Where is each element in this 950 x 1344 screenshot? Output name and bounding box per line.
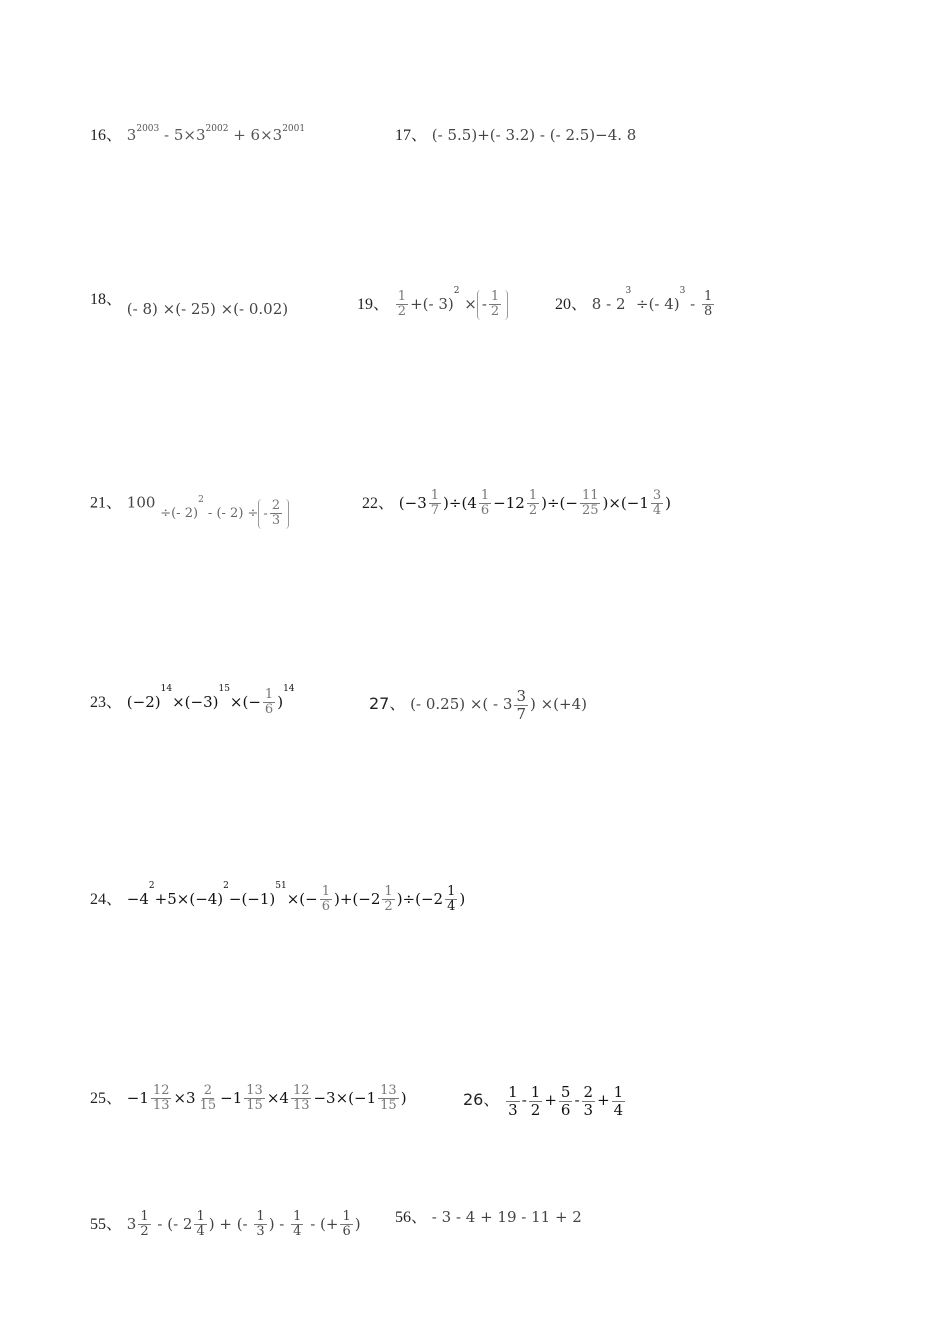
problem-21 — [90, 489, 289, 529]
fraction: $\frac{1}{4}$ — [293, 1209, 302, 1240]
math-expression: $(-2)^{14}\times(-3)^{15}\times(-$ $\frac{1}{6}$ )$^{14}$ — [126, 684, 295, 718]
fraction: $\frac{2}{3}$ — [583, 1083, 594, 1119]
problem-number: 27、 — [369, 694, 406, 713]
problem-17 — [395, 128, 636, 144]
math-expression: (- 0.25) ×( - 3 $\frac{3}{7}$ ) ×(+4) — [410, 687, 587, 723]
math-expression: (- 5.5)+(- 3.2) - (- 2.5)−4. 8 — [431, 126, 637, 144]
math-expression: $8 - 2^3$ ÷(- 4)$^3$ - $\frac{1}{8}$ — [591, 286, 713, 320]
problem-number: 20、 — [555, 295, 588, 313]
fraction: $\frac{1}{6}$ — [480, 488, 490, 519]
fraction: $\frac{1}{4}$ — [196, 1209, 205, 1240]
problem-25 — [90, 1084, 407, 1114]
fraction: $\frac{1}{4}$ — [447, 884, 456, 915]
problem-20 — [555, 286, 716, 320]
problem-18 — [90, 291, 289, 318]
fraction: $\frac{1}{2}$ — [140, 1209, 149, 1240]
math-expression: $\frac{1}{3}$ - $\frac{1}{2}$ + $\frac{5}{6}$ - $\frac{2}{3}$ + $\frac{1}{4}$ — [508, 1083, 624, 1119]
fraction: $\frac{11}{25}$ — [581, 488, 599, 519]
fraction: $\frac{2}{15}$ — [199, 1083, 217, 1114]
math-expression: −1 $\frac{12}{13}$ ×3 $\frac{2}{15}$ −1 $\frac{13}{15}$ ×4 $\frac{12}{13}$ −3×(−1 $\frac{13}{15}$ ) — [126, 1083, 407, 1114]
fraction: $\frac{1}{2}$ — [384, 884, 393, 915]
fraction: $\frac{1}{7}$ — [430, 488, 440, 519]
absolute-value: - $\frac{1}{2}$ — [477, 290, 508, 320]
math-expression: (- 8) ×(- 25) ×(- 0.02) — [126, 300, 289, 318]
problem-26 — [463, 1084, 627, 1118]
problem-19 — [357, 286, 508, 320]
problem-number: 55、 — [90, 1215, 123, 1233]
math-expression: (−3 $\frac{1}{7}$ )÷(4 $\frac{1}{6}$ −12 $\frac{1}{2}$ )÷(− $\frac{11}{25}$ )×(−1 $\frac{3}{4}$ ) — [398, 488, 672, 519]
problem-55 — [90, 1210, 361, 1240]
problem-23 — [90, 684, 295, 718]
problem-27 — [369, 688, 587, 722]
math-expression: $3^{2003} - 5\times 3^{2002} + 6\times 3^{2001}$ — [126, 124, 306, 144]
fraction: $\frac{3}{7}$ — [516, 687, 526, 723]
math-expression: $-4^2+5\times(-4)^2-(-1)^{51}\times(-$ $\frac{1}{6}$ )+(−2 $\frac{1}{2}$ )÷(−2 $\frac{1}{4}$ ) — [126, 881, 466, 915]
fraction: $\frac{1}{6}$ — [321, 884, 331, 915]
fraction: $\frac{3}{4}$ — [652, 488, 662, 519]
absolute-value: - $\frac{2}{3}$ — [258, 499, 289, 529]
problem-number: 56、 — [395, 1209, 428, 1226]
problem-number: 19、 — [357, 295, 390, 313]
fraction: $\frac{12}{13}$ — [152, 1083, 170, 1114]
problem-22 — [362, 489, 671, 519]
fraction: $\frac{2}{3}$ — [271, 498, 281, 529]
fraction: $\frac{1}{2}$ — [530, 1083, 541, 1119]
fraction: $\frac{5}{6}$ — [560, 1083, 571, 1119]
fraction: $\frac{1}{3}$ — [508, 1083, 518, 1119]
problem-number: 16、 — [90, 127, 123, 144]
fraction: $\frac{1}{6}$ — [264, 687, 274, 718]
math-expression: - 3 - 4 + 19 - 11 + 2 — [431, 1208, 582, 1226]
problem-56 — [395, 1210, 582, 1226]
math-expression: $\frac{1}{2}$ +(- 3)$^2$ × - $\frac{1}{2}$ — [394, 290, 508, 320]
fraction: $\frac{13}{15}$ — [246, 1083, 263, 1114]
problem-number: 26、 — [463, 1090, 500, 1109]
fraction: $\frac{13}{15}$ — [380, 1083, 397, 1114]
problem-number: 21、 — [90, 494, 123, 512]
problem-number: 17、 — [395, 127, 428, 144]
problem-number: 23、 — [90, 693, 123, 711]
fraction: $\frac{12}{13}$ — [292, 1083, 310, 1114]
problem-24 — [90, 881, 466, 915]
fraction: $\frac{1}{4}$ — [613, 1083, 624, 1119]
problem-number: 24、 — [90, 890, 123, 908]
fraction: $\frac{1}{6}$ — [342, 1209, 351, 1240]
fraction: $\frac{1}{2}$ — [397, 289, 407, 320]
fraction: $\frac{1}{3}$ — [256, 1209, 265, 1240]
math-expression: 100 ÷(- 2)$^2$ - (- 2) ÷ - $\frac{2}{3}$ — [127, 489, 289, 519]
fraction: $\frac{1}{2}$ — [490, 289, 500, 320]
fraction: $\frac{1}{2}$ — [528, 488, 538, 519]
problem-number: 18、 — [90, 291, 123, 308]
problem-number: 25、 — [90, 1089, 123, 1107]
problem-number: 22、 — [362, 494, 395, 512]
math-expression: 3 $\frac{1}{2}$ - (- 2 $\frac{1}{4}$ ) + (- $\frac{1}{3}$ ) - $\frac{1}{4}$ - (+ $\frac{1}{6}$ ) — [126, 1209, 361, 1240]
problem-16 — [90, 124, 306, 144]
fraction: $\frac{1}{8}$ — [704, 289, 713, 320]
